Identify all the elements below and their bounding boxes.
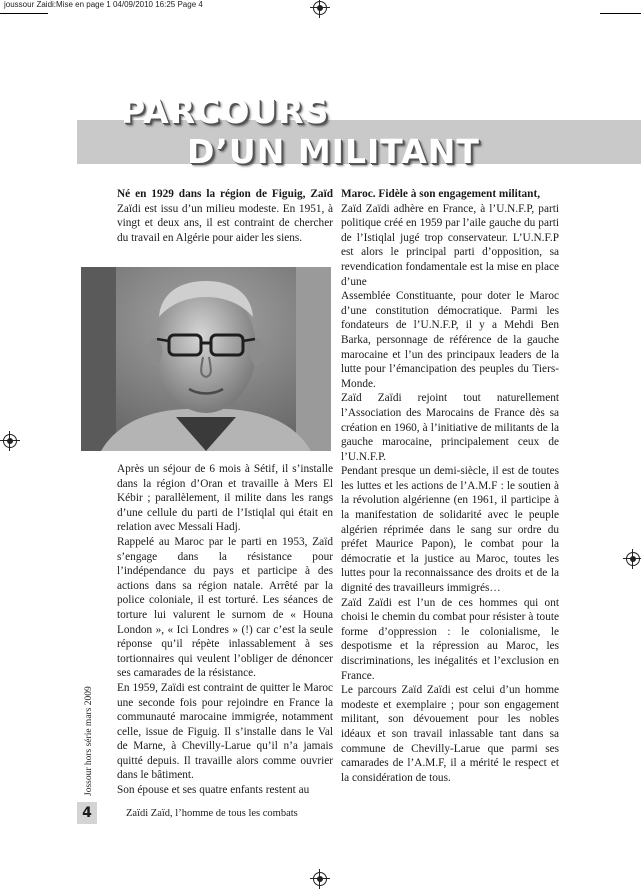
paragraph: Zaïd Zaïdi rejoint tout naturellement l’Association des Marocains de France dès sa création en 1960, à l’initiative de militants de la gauche marocaine, principalement ceux de l’U.N.F.P. <box>341 392 559 463</box>
issue-label-text: Jossour hors série mars 2009 <box>84 686 94 796</box>
lead-paragraph <box>117 187 333 245</box>
lead-highlight: Né en 1929 dans la région de Figuig, Zaïd <box>117 188 333 200</box>
paragraph: Pendant presque un demi-siècle, il est de toutes les luttes et les actions de l’A.M.F : le soutien à la révolution algérienne (en 1961, il participe à la manifestation de solidarité avec le peuple algérien réprimée dans le sang sur ordre du préfet Maurice Papon), le combat pour la démocratie et la justice au Maroc, toutes les luttes pour la reconnaissance des droits et de la dignité des travailleurs immigrés… <box>341 465 559 595</box>
portrait-photo <box>81 267 331 451</box>
vertical-issue-label <box>84 676 96 796</box>
paragraph: Le parcours Zaïd Zaïdi est celui d’un homme modeste et exemplaire ; pour son engagement militant, son dévouement pour les nobles idéaux et son travail inlassable tant dans sa commune de Chevilly-Larue que parmi ses camarades de l’A.M.F, il a mérité le respect et la considération de tous. <box>341 684 559 784</box>
paragraph: Son épouse et ses quatre enfants restent au <box>117 784 310 797</box>
page-title-line1: PARCOURS <box>121 92 330 131</box>
registration-mark-top-icon <box>313 1 327 15</box>
page-number: 4 <box>77 802 97 824</box>
column-left <box>117 462 333 798</box>
registration-mark-left-icon <box>3 434 17 448</box>
crop-mark-top-right <box>600 13 641 14</box>
paragraph: Assemblée Constituante, pour doter le Maroc d’une constitution démocratique. Parmi les fondateurs de l’U.N.F.P, il y a Mehdi Ben Barka, personnage de référence de la gauche marocaine et l’un des principaux leaders de la lutte pour l’émancipation des peuples du Tiers-Monde. <box>341 290 559 390</box>
crop-mark-top-left <box>0 13 48 14</box>
column-right <box>341 187 559 785</box>
paragraph: Après un séjour de 6 mois à Sétif, il s’installe dans la région d’Oran et travaille à Mers El Kébir ; parallèlement, il milite dans les rangs d’une cellule du parti de l’Istiqlal qui était en relation avec Messali Hadj. <box>117 463 333 534</box>
paragraph: En 1959, Zaïdi est contraint de quitter le Maroc une seconde fois pour rejoindre en France la communauté marocaine immigrée, notamment celle, issue de Figuig. Il s’installe dans le Val de Marne, à Chevilly-Larue qu’il n’a jamais quitté depuis. Il travaille alors comme ouvrier dans le bâtiment. <box>117 681 333 782</box>
page-footer: Zaïdi Zaïd, l’homme de tous les combats <box>126 808 298 819</box>
paragraph: Zaïd Zaïdi est l’un de ces hommes qui ont choisi le chemin du combat pour résister à toute forme d’oppression : le colonialisme, le despotisme et la répression au Maroc, les discriminations, les inégalités et l’exclusion en France. <box>341 596 559 682</box>
paragraph-lead-in: Maroc. Fidèle à son engagement militant, <box>341 188 541 200</box>
print-slug: joussour Zaidi:Mise en page 1 04/09/2010 16:25 Page 4 <box>4 0 203 9</box>
lead-text: Zaïdi est issu d’un milieu modeste. En 1951, à vingt et deux ans, il est contraint de chercher du travail en Algérie pour aider les siens. <box>117 202 333 244</box>
registration-mark-bottom-icon <box>313 872 327 886</box>
paragraph: Zaïd Zaïdi adhère en France, à l’U.N.F.P, parti politique créé en 1959 par l’aile gauche du parti de l’Istiqlal jugé trop conservateur. L’U.N.F.P est alors le principal parti d’opposition, sa revendication fondamentale est la mise en place d’une <box>341 202 559 288</box>
registration-mark-right-icon <box>626 552 640 566</box>
page-title-line2: D’UN MILITANT <box>187 132 480 171</box>
paragraph: Rappelé au Maroc par le parti en 1953, Zaïd s’engage dans la résistance pour l’indépendance du pays et participe à des actions dans sa région natale. Arrêté par la police coloniale, il est torturé. Les séances de torture lui valurent le surnom de « Houna London », « Ici Londres » (!) car c’est la seule réponse qu’il répète inlassablement à ses tortionnaires qui veulent l’obliger de dénoncer ses camarades de la résistance. <box>117 535 333 680</box>
